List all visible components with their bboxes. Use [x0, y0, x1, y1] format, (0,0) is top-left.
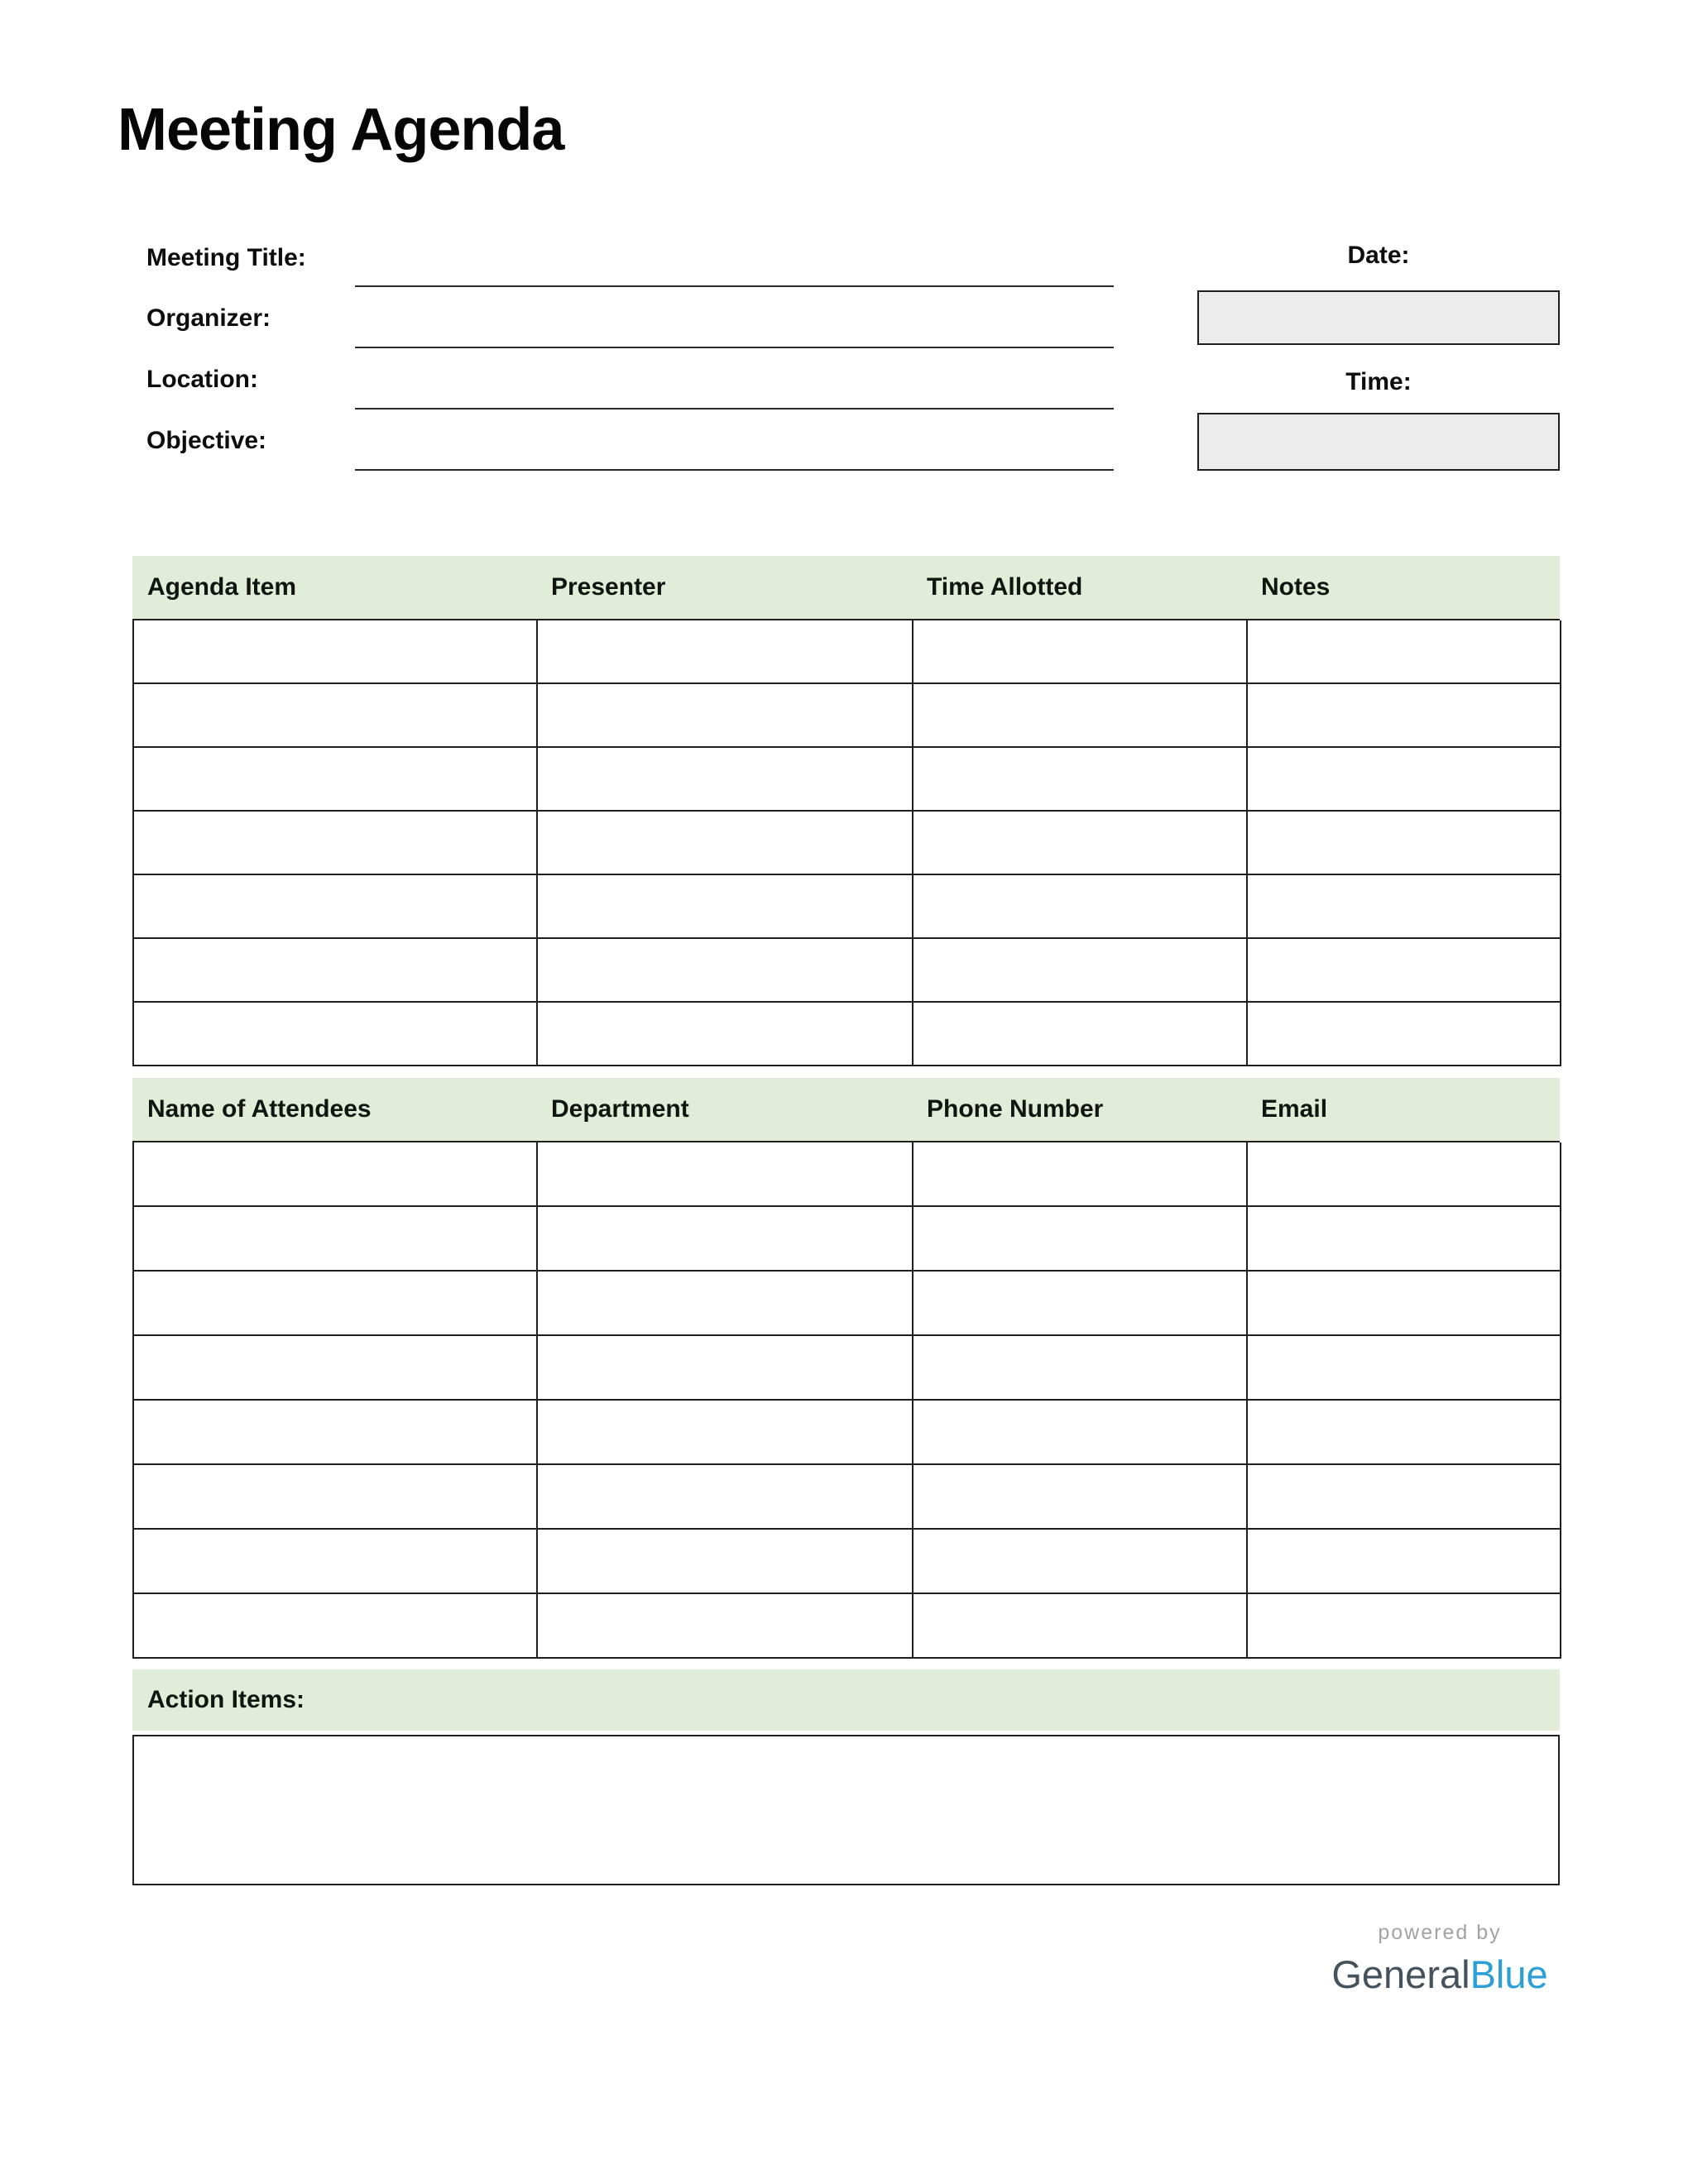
attendees-table-header — [132, 1078, 1560, 1141]
date-label: Date: — [1347, 242, 1410, 269]
table-cell[interactable] — [134, 1003, 538, 1066]
table-cell[interactable] — [134, 1272, 538, 1336]
column-header: Email — [1261, 1095, 1328, 1123]
column-header: Agenda Item — [147, 573, 297, 601]
table-cell[interactable] — [134, 1207, 538, 1272]
table-cell[interactable] — [914, 1465, 1248, 1530]
column-header: Notes — [1261, 573, 1331, 601]
table-cell[interactable] — [134, 812, 538, 875]
meeting-title-input-line[interactable] — [355, 285, 1114, 287]
table-cell[interactable] — [914, 1594, 1248, 1659]
table-cell[interactable] — [134, 1401, 538, 1465]
agenda-table-body — [132, 619, 1560, 1066]
table-cell[interactable] — [1248, 1207, 1561, 1272]
table-cell[interactable] — [1248, 1003, 1561, 1066]
table-cell[interactable] — [1248, 748, 1561, 812]
table-cell[interactable] — [1248, 1594, 1561, 1659]
table-cell[interactable] — [538, 1272, 914, 1336]
table-cell[interactable] — [134, 620, 538, 684]
table-cell[interactable] — [914, 1401, 1248, 1465]
table-cell[interactable] — [914, 1272, 1248, 1336]
powered-by-text: powered by — [1378, 1921, 1502, 1944]
column-header: Presenter — [551, 573, 666, 601]
table-cell[interactable] — [1248, 1336, 1561, 1401]
table-cell[interactable] — [914, 875, 1248, 939]
column-header: Name of Attendees — [147, 1095, 372, 1123]
table-cell[interactable] — [134, 1530, 538, 1594]
table-cell[interactable] — [914, 1003, 1248, 1066]
organizer-label: Organizer: — [146, 304, 271, 332]
table-cell[interactable] — [1248, 1272, 1561, 1336]
table-cell[interactable] — [538, 684, 914, 748]
action-items-box[interactable] — [132, 1735, 1560, 1885]
table-cell[interactable] — [914, 1530, 1248, 1594]
table-cell[interactable] — [538, 1207, 914, 1272]
table-cell[interactable] — [538, 1594, 914, 1659]
footer — [1274, 1921, 1605, 1997]
table-cell[interactable] — [134, 748, 538, 812]
table-cell[interactable] — [538, 875, 914, 939]
table-cell[interactable] — [538, 1401, 914, 1465]
table-cell[interactable] — [1248, 620, 1561, 684]
column-header: Department — [551, 1095, 689, 1123]
time-input-box[interactable] — [1197, 413, 1560, 471]
table-cell[interactable] — [134, 1594, 538, 1659]
time-label: Time: — [1345, 368, 1412, 395]
attendees-table-body — [132, 1141, 1560, 1659]
table-cell[interactable] — [914, 812, 1248, 875]
agenda-table — [132, 556, 1560, 1066]
column-header: Phone Number — [927, 1095, 1104, 1123]
date-input-box[interactable] — [1197, 290, 1560, 345]
brand-wordmark — [1274, 1952, 1605, 1997]
brand-part: Blue — [1470, 1952, 1548, 1996]
table-cell[interactable] — [914, 1142, 1248, 1207]
table-cell[interactable] — [538, 939, 914, 1003]
table-cell[interactable] — [1248, 812, 1561, 875]
objective-input-line[interactable] — [355, 469, 1114, 471]
document-title: Meeting Agenda — [117, 97, 564, 163]
table-cell[interactable] — [914, 939, 1248, 1003]
table-cell[interactable] — [538, 1003, 914, 1066]
objective-label: Objective: — [146, 427, 267, 454]
table-cell[interactable] — [1248, 1142, 1561, 1207]
table-cell[interactable] — [1248, 684, 1561, 748]
brand-part: General — [1331, 1952, 1470, 1996]
table-cell[interactable] — [1248, 875, 1561, 939]
table-cell[interactable] — [538, 812, 914, 875]
table-cell[interactable] — [914, 620, 1248, 684]
table-cell[interactable] — [134, 1142, 538, 1207]
meeting-title-label: Meeting Title: — [146, 244, 306, 271]
action-items-header — [132, 1669, 1560, 1731]
table-cell[interactable] — [1248, 1401, 1561, 1465]
location-label: Location: — [146, 366, 258, 393]
table-cell[interactable] — [914, 1336, 1248, 1401]
table-cell[interactable] — [1248, 1465, 1561, 1530]
table-cell[interactable] — [538, 620, 914, 684]
table-cell[interactable] — [134, 684, 538, 748]
column-header: Time Allotted — [927, 573, 1083, 601]
table-cell[interactable] — [538, 1530, 914, 1594]
table-cell[interactable] — [1248, 939, 1561, 1003]
table-cell[interactable] — [538, 1336, 914, 1401]
table-cell[interactable] — [538, 1465, 914, 1530]
table-cell[interactable] — [134, 1336, 538, 1401]
table-cell[interactable] — [134, 875, 538, 939]
table-cell[interactable] — [1248, 1530, 1561, 1594]
table-cell[interactable] — [538, 1142, 914, 1207]
location-input-line[interactable] — [355, 408, 1114, 410]
table-cell[interactable] — [914, 748, 1248, 812]
action-items-label: Action Items: — [147, 1686, 305, 1713]
organizer-input-line[interactable] — [355, 347, 1114, 348]
agenda-table-header — [132, 556, 1560, 619]
table-cell[interactable] — [134, 939, 538, 1003]
table-cell[interactable] — [134, 1465, 538, 1530]
table-cell[interactable] — [914, 1207, 1248, 1272]
table-cell[interactable] — [914, 684, 1248, 748]
attendees-table — [132, 1078, 1560, 1659]
table-cell[interactable] — [538, 748, 914, 812]
